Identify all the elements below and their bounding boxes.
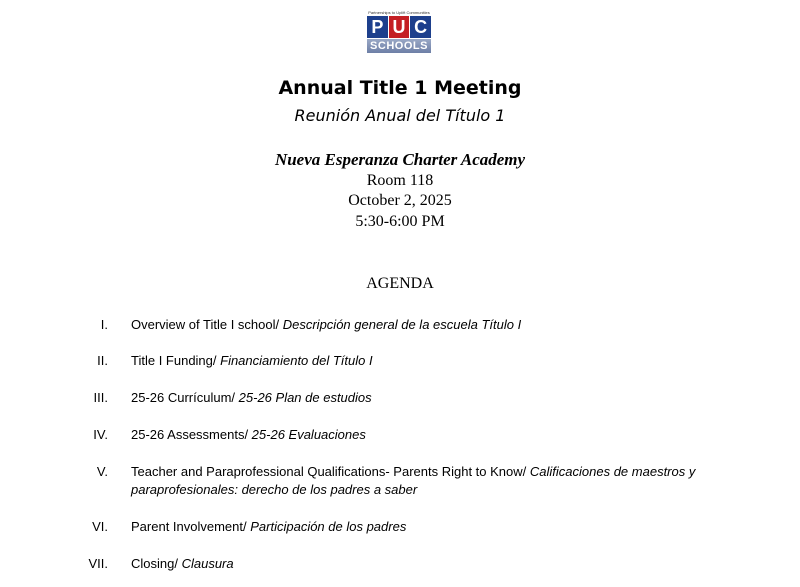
- agenda-item-text: Teacher and Paraprofessional Qualifications- Parents Right to Know/ Calificaciones de maestros y paraprofesionales: derecho de los padres a saber: [131, 464, 696, 497]
- agenda-item-spanish: Participación de los padres: [250, 519, 407, 534]
- agenda-item-text: 25-26 Assessments/ 25-26 Evaluaciones: [131, 427, 366, 442]
- meeting-date: October 2, 2025: [348, 192, 452, 209]
- agenda-item-spanish: 25-26 Plan de estudios: [238, 390, 372, 405]
- logo-schools-text: SCHOOLS: [367, 39, 431, 53]
- agenda-item-number: III.: [93, 390, 108, 405]
- agenda-item-number: II.: [97, 353, 108, 368]
- agenda-item-number: VII.: [88, 556, 108, 571]
- logo-tagline: Partnerships to Uplift Communities: [368, 10, 430, 15]
- agenda-item-number: V.: [96, 464, 108, 479]
- page-subtitle: Reunión Anual del Título 1: [294, 106, 506, 125]
- logo-letter-u: U: [389, 16, 410, 38]
- agenda-item-text: Title I Funding/ Financiamiento del Título I: [131, 353, 373, 368]
- agenda-item-number: VI.: [92, 519, 108, 534]
- meeting-time: 5:30-6:00 PM: [355, 213, 445, 230]
- agenda-item-text: Closing/ Clausura: [131, 556, 234, 571]
- agenda-item-spanish: Clausura: [181, 556, 234, 571]
- logo-letters: [367, 16, 431, 38]
- logo-letter-c: C: [410, 16, 431, 38]
- agenda-heading: AGENDA: [366, 275, 434, 292]
- agenda-item-number: I.: [100, 317, 108, 332]
- puc-schools-logo: [366, 10, 432, 54]
- agenda-item-spanish: Financiamiento del Título I: [220, 353, 373, 368]
- agenda-item-spanish: Calificaciones de maestros y paraprofesionales: derecho de los padres a saber: [131, 464, 696, 497]
- agenda-item-text: Parent Involvement/ Participación de los padres: [131, 519, 407, 534]
- logo-letter-p: P: [367, 16, 388, 38]
- agenda-item-spanish: 25-26 Evaluaciones: [251, 427, 366, 442]
- meeting-room: Room 118: [366, 172, 434, 189]
- agenda-item-text: Overview of Title I school/ Descripción general de la escuela Título I: [131, 317, 522, 332]
- agenda-item-number: IV.: [93, 427, 108, 442]
- agenda-item-spanish: Descripción general de la escuela Título I: [282, 317, 522, 332]
- school-name: Nueva Esperanza Charter Academy: [274, 150, 526, 169]
- agenda-item-text: 25-26 Currículum/ 25-26 Plan de estudios: [131, 390, 372, 405]
- page-title: Annual Title 1 Meeting: [278, 77, 522, 99]
